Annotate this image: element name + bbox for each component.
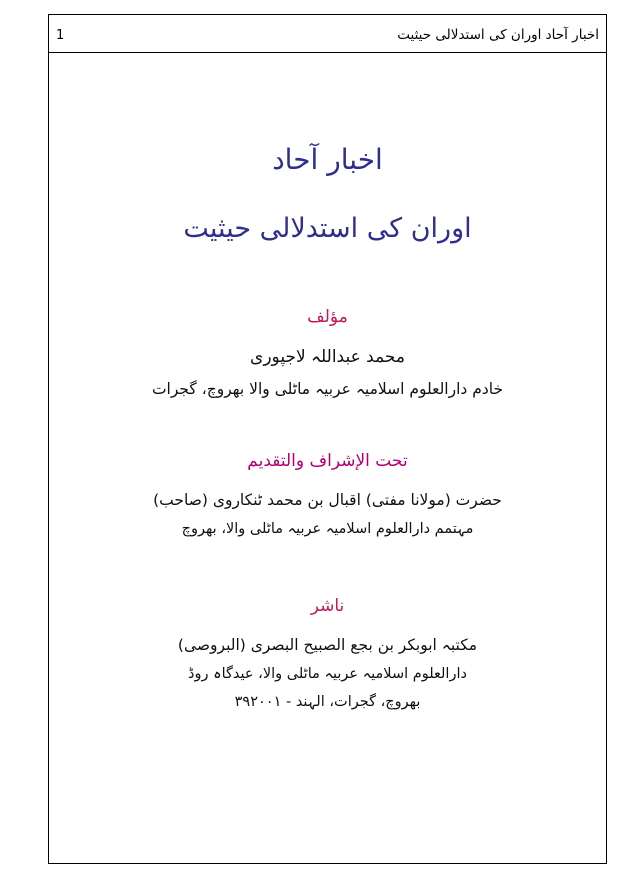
supervisor-name: حضرت (مولانا مفتی) اقبال بن محمد ٹنکاروی (صاحب) bbox=[153, 490, 502, 509]
page-header bbox=[56, 18, 599, 52]
publisher-name: مکتبہ ابوبکر بن بجع الصبیح البصری (البروصی) bbox=[177, 635, 478, 654]
book-title-line-2: اوران کی استدلالی حیثیت bbox=[183, 212, 472, 244]
page-border-top bbox=[48, 14, 607, 15]
author-affiliation: خادم دارالعلوم اسلامیہ عربیہ ماٹلی والا بھروچ، گجرات bbox=[151, 379, 504, 398]
book-title-line-1: اخبار آحاد bbox=[272, 143, 383, 176]
publisher-label: ناشر bbox=[310, 596, 345, 617]
supervision-section bbox=[49, 446, 606, 543]
page-border-right bbox=[606, 14, 607, 864]
supervision-label: تحت الإشراف والتقدیم bbox=[247, 450, 408, 471]
supervisor-affiliation: مہتمم دارالعلوم اسلامیہ عربیہ ماٹلی والا، بھروچ bbox=[181, 520, 474, 537]
header-title: اخبار آحاد اوران کی استدلالی حیثیت bbox=[397, 26, 599, 43]
publisher-section bbox=[49, 591, 606, 716]
header-page-number: 1 bbox=[56, 27, 65, 43]
publisher-address-line-2: بھروچ، گجرات، الہند - ٣٩٢٠٠١ bbox=[234, 694, 421, 711]
title-block bbox=[49, 138, 606, 250]
author-name: محمد عبداللہ لاجپوری bbox=[250, 346, 405, 367]
author-section bbox=[49, 302, 606, 404]
publisher-address-line-1: دارالعلوم اسلامیہ عربیہ ماٹلی والا، عیدگاہ روڈ bbox=[188, 665, 467, 682]
page-border-bottom bbox=[48, 863, 607, 864]
author-label: مؤلف bbox=[307, 306, 348, 327]
page-content bbox=[49, 52, 606, 863]
